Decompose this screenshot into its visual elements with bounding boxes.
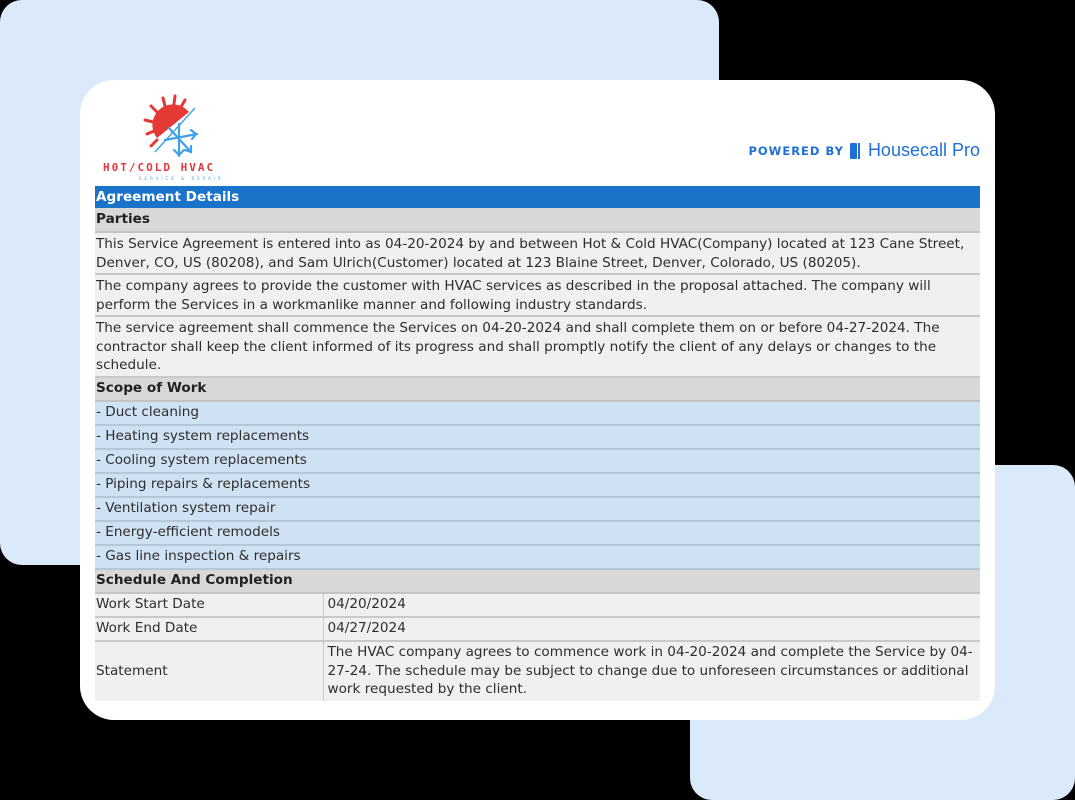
scope-item — [95, 449, 980, 473]
brand-name: Housecall Pro — [867, 140, 980, 160]
scope-item-text: - Duct cleaning — [95, 401, 980, 425]
scope-item — [95, 401, 980, 425]
schedule-row-end-date — [95, 617, 980, 641]
scope-item-text: - Energy-efficient remodels — [95, 521, 980, 545]
parties-paragraph-text: The company agrees to provide the customer with HVAC services as described in the proposal attached. The company will perform the Services in a workmanlike manner and following industry standards. — [95, 274, 980, 316]
scope-item — [95, 521, 980, 545]
parties-paragraph-text: The service agreement shall commence the Services on 04-20-2024 and shall complete them on or before 04-27-2024. The contractor shall keep the client informed of its progress and shall promptly notify the client of any delays or changes to the schedule. — [95, 316, 980, 377]
row-value: 04/27/2024 — [323, 617, 980, 641]
row-label: Work End Date — [95, 617, 323, 641]
company-logo — [99, 94, 259, 184]
scope-item — [95, 473, 980, 497]
powered-by-housecall-pro — [748, 140, 980, 161]
scope-item-text: - Piping repairs & replacements — [95, 473, 980, 497]
logo-title: H0T/COLD HVAC — [103, 161, 216, 174]
section-header-parties — [95, 208, 980, 232]
logo-subtitle: SERVICE & REPAIR — [139, 176, 224, 181]
row-label: Work Start Date — [95, 593, 323, 617]
sun-snowflake-icon — [139, 94, 211, 158]
scope-item — [95, 425, 980, 449]
row-label: Statement — [95, 641, 323, 701]
document-header — [95, 90, 980, 186]
powered-by-label: POWERED BY — [748, 143, 844, 158]
row-value: The HVAC company agrees to commence work in 04-20-2024 and complete the Service by 04-27-24. The schedule may be subject to change due to unforeseen circumstances or additional work requested by the client. — [323, 641, 980, 701]
row-value: 04/20/2024 — [323, 593, 980, 617]
parties-heading: Parties — [95, 208, 980, 232]
agreement-document-card — [80, 80, 995, 720]
parties-paragraph-text: This Service Agreement is entered into as 04-20-2024 by and between Hot & Cold HVAC(Company) located at 123 Cane Street, Denver, CO, US (80208), and Sam Ulrich(Customer) located at 123 Blaine Street, Denver, Colorado, US (80205). — [95, 232, 980, 274]
scope-item-text: - Gas line inspection & repairs — [95, 545, 980, 569]
scope-item-text: - Heating system replacements — [95, 425, 980, 449]
schedule-row-statement — [95, 641, 980, 701]
scope-heading: Scope of Work — [95, 377, 980, 401]
parties-paragraph — [95, 274, 980, 316]
housecall-pro-door-icon — [850, 142, 862, 160]
agreement-title: Agreement Details — [95, 186, 980, 208]
agreement-title-row — [95, 186, 980, 208]
section-header-scope — [95, 377, 980, 401]
scope-item-text: - Cooling system replacements — [95, 449, 980, 473]
scope-item — [95, 545, 980, 569]
scope-item — [95, 497, 980, 521]
agreement-table — [95, 186, 980, 701]
schedule-row-start-date — [95, 593, 980, 617]
scope-item-text: - Ventilation system repair — [95, 497, 980, 521]
parties-paragraph — [95, 316, 980, 377]
parties-paragraph — [95, 232, 980, 274]
schedule-heading: Schedule And Completion — [95, 569, 980, 593]
section-header-schedule — [95, 569, 980, 593]
